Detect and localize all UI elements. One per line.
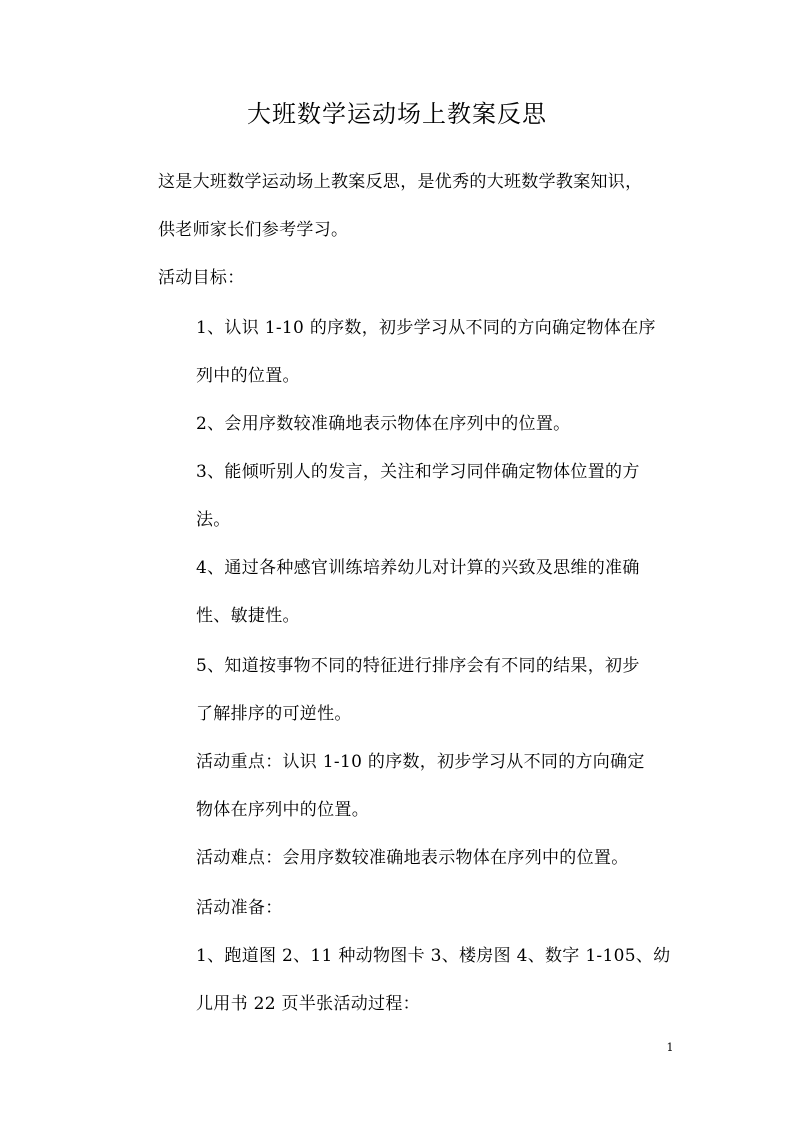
text-line: 列中的位置。 xyxy=(196,366,300,386)
objective-item-3 xyxy=(120,448,680,544)
text-line: 供老师家长们参考学习。 xyxy=(158,220,349,240)
key-points-paragraph xyxy=(120,738,680,834)
text-line: 3、能倾听别人的发言，关注和学习同伴确定物体位置的方 xyxy=(196,462,640,482)
page-number: 1 xyxy=(666,1041,674,1054)
text-line: 活动难点：会用序数较准确地表示物体在序列中的位置。 xyxy=(196,848,629,868)
text-line: 4、通过各种感官训练培养幼儿对计算的兴致及思维的准确 xyxy=(196,558,640,578)
text-line: 物体在序列中的位置。 xyxy=(196,800,369,820)
objective-item-1 xyxy=(120,304,680,400)
text-line: 1、认识 1-10 的序数，初步学习从不同的方向确定物体在序 xyxy=(196,318,656,338)
objective-item-5 xyxy=(120,642,680,738)
text-line: 2、会用序数较准确地表示物体在序列中的位置。 xyxy=(196,414,571,434)
objective-item-2 xyxy=(120,400,680,448)
objectives-heading xyxy=(120,254,680,302)
intro-paragraph xyxy=(120,158,680,254)
text-line: 了解排序的可逆性。 xyxy=(196,704,352,724)
text-line: 活动重点：认识 1-10 的序数，初步学习从不同的方向确定 xyxy=(196,752,645,772)
objective-item-4 xyxy=(120,544,680,640)
difficulty-paragraph xyxy=(120,834,680,882)
preparation-item xyxy=(120,932,680,1028)
text-line: 5、知道按事物不同的特征进行排序会有不同的结果，初步 xyxy=(196,656,640,676)
text-line: 儿用书 22 页半张活动过程： xyxy=(196,994,420,1014)
text-line: 法。 xyxy=(196,510,231,530)
preparation-heading xyxy=(120,884,680,932)
text-line: 1、跑道图 2、11 种动物图卡 3、楼房图 4、数字 1-105、幼 xyxy=(196,946,671,966)
text-line: 这是大班数学运动场上教案反思，是优秀的大班数学教案知识， xyxy=(158,172,643,192)
document-title: 大班数学运动场上教案反思 xyxy=(247,100,547,128)
text-line: 性、敏捷性。 xyxy=(196,606,300,626)
text-line: 活动目标： xyxy=(158,268,245,288)
text-line: 活动准备： xyxy=(196,898,283,918)
